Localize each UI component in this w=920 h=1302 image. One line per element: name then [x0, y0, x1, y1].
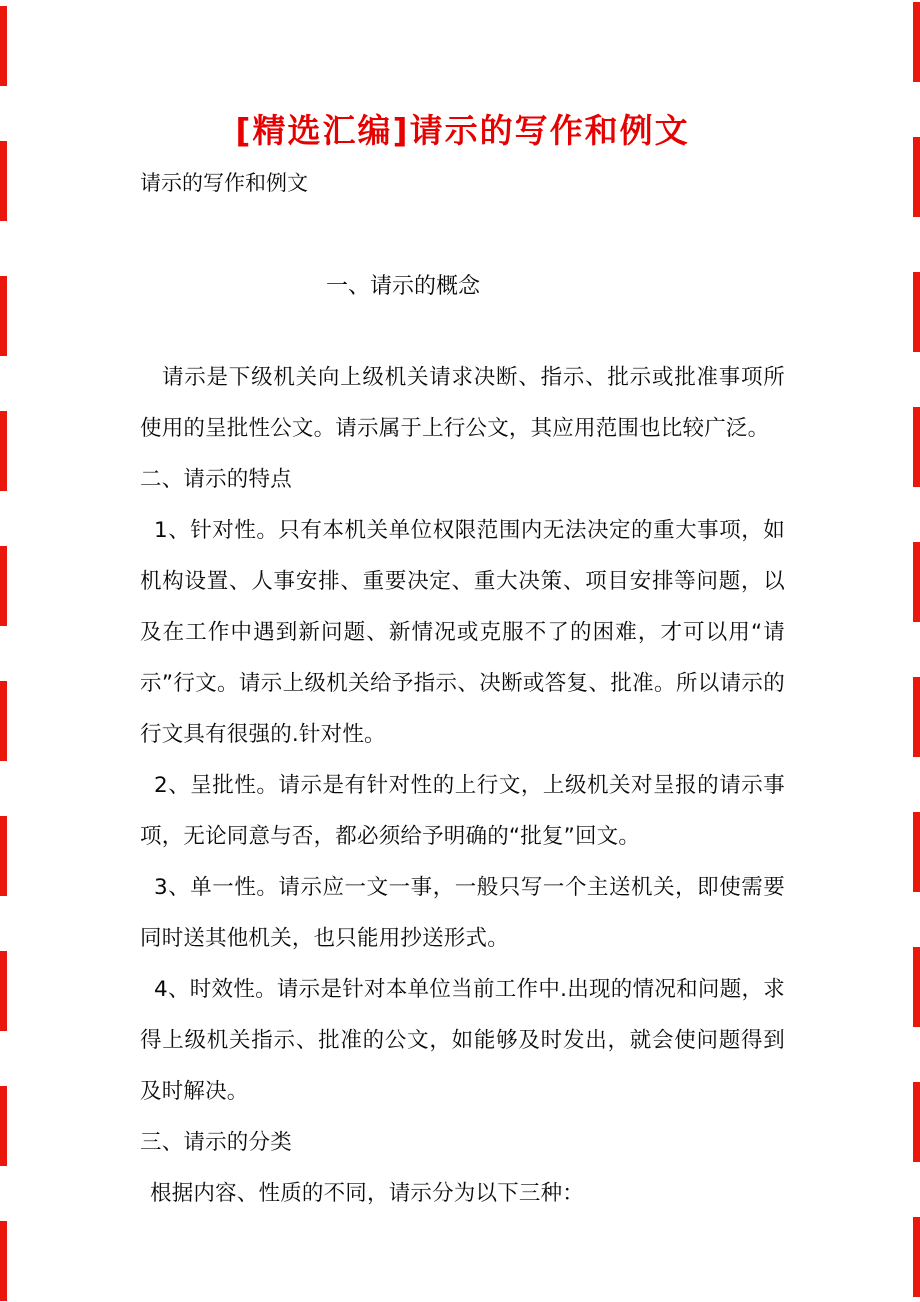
- document-title: [精选汇编]请示的写作和例文: [235, 111, 690, 150]
- paragraph-classification-intro: 根据内容、性质的不同，请示分为以下三种：: [150, 1181, 585, 1206]
- body-text-block: [140, 352, 785, 1219]
- left-page-border-decoration: [0, 6, 7, 1302]
- paragraph-concept-definition: 请示是下级机关向上级机关请求决断、指示、批示或批准事项所使用的呈批性公文。请示属于上行公文，其应用范围也比较广泛。: [140, 365, 785, 441]
- paragraph-item-2-approval: 2、呈批性。请示是有针对性的上行文，上级机关对呈报的请示事项，无论同意与否，都必须给予明确的“批复”回文。: [140, 773, 785, 849]
- paragraph-item-4-timeliness: 4、时效性。请示是针对本单位当前工作中.出现的情况和问题，求得上级机关指示、批准的公文，如能够及时发出，就会使问题得到及时解决。: [140, 977, 785, 1104]
- section-heading-classification: 三、请示的分类: [140, 1130, 292, 1155]
- section-heading-characteristics: 二、请示的特点: [140, 467, 292, 492]
- right-page-border-decoration: [913, 2, 920, 1302]
- paragraph-item-3-single-matter: 3、单一性。请示应一文一事，一般只写一个主送机关，即使需要同时送其他机关，也只能用抄送形式。: [140, 875, 785, 951]
- document-subtitle: 请示的写作和例文: [140, 171, 308, 195]
- paragraph-item-1-targeted: 1、针对性。只有本机关单位权限范围内无法决定的重大事项，如机构设置、人事安排、重要决定、重大决策、项目安排等问题，以及在工作中遇到新问题、新情况或克服不了的困难，才可以用“请示”行文。请示上级机关给予指示、决断或答复、批准。所以请示的行文具有很强的.针对性。: [140, 518, 785, 747]
- document-content: [140, 0, 785, 1219]
- section-heading-concept: 一、请示的概念: [326, 274, 481, 299]
